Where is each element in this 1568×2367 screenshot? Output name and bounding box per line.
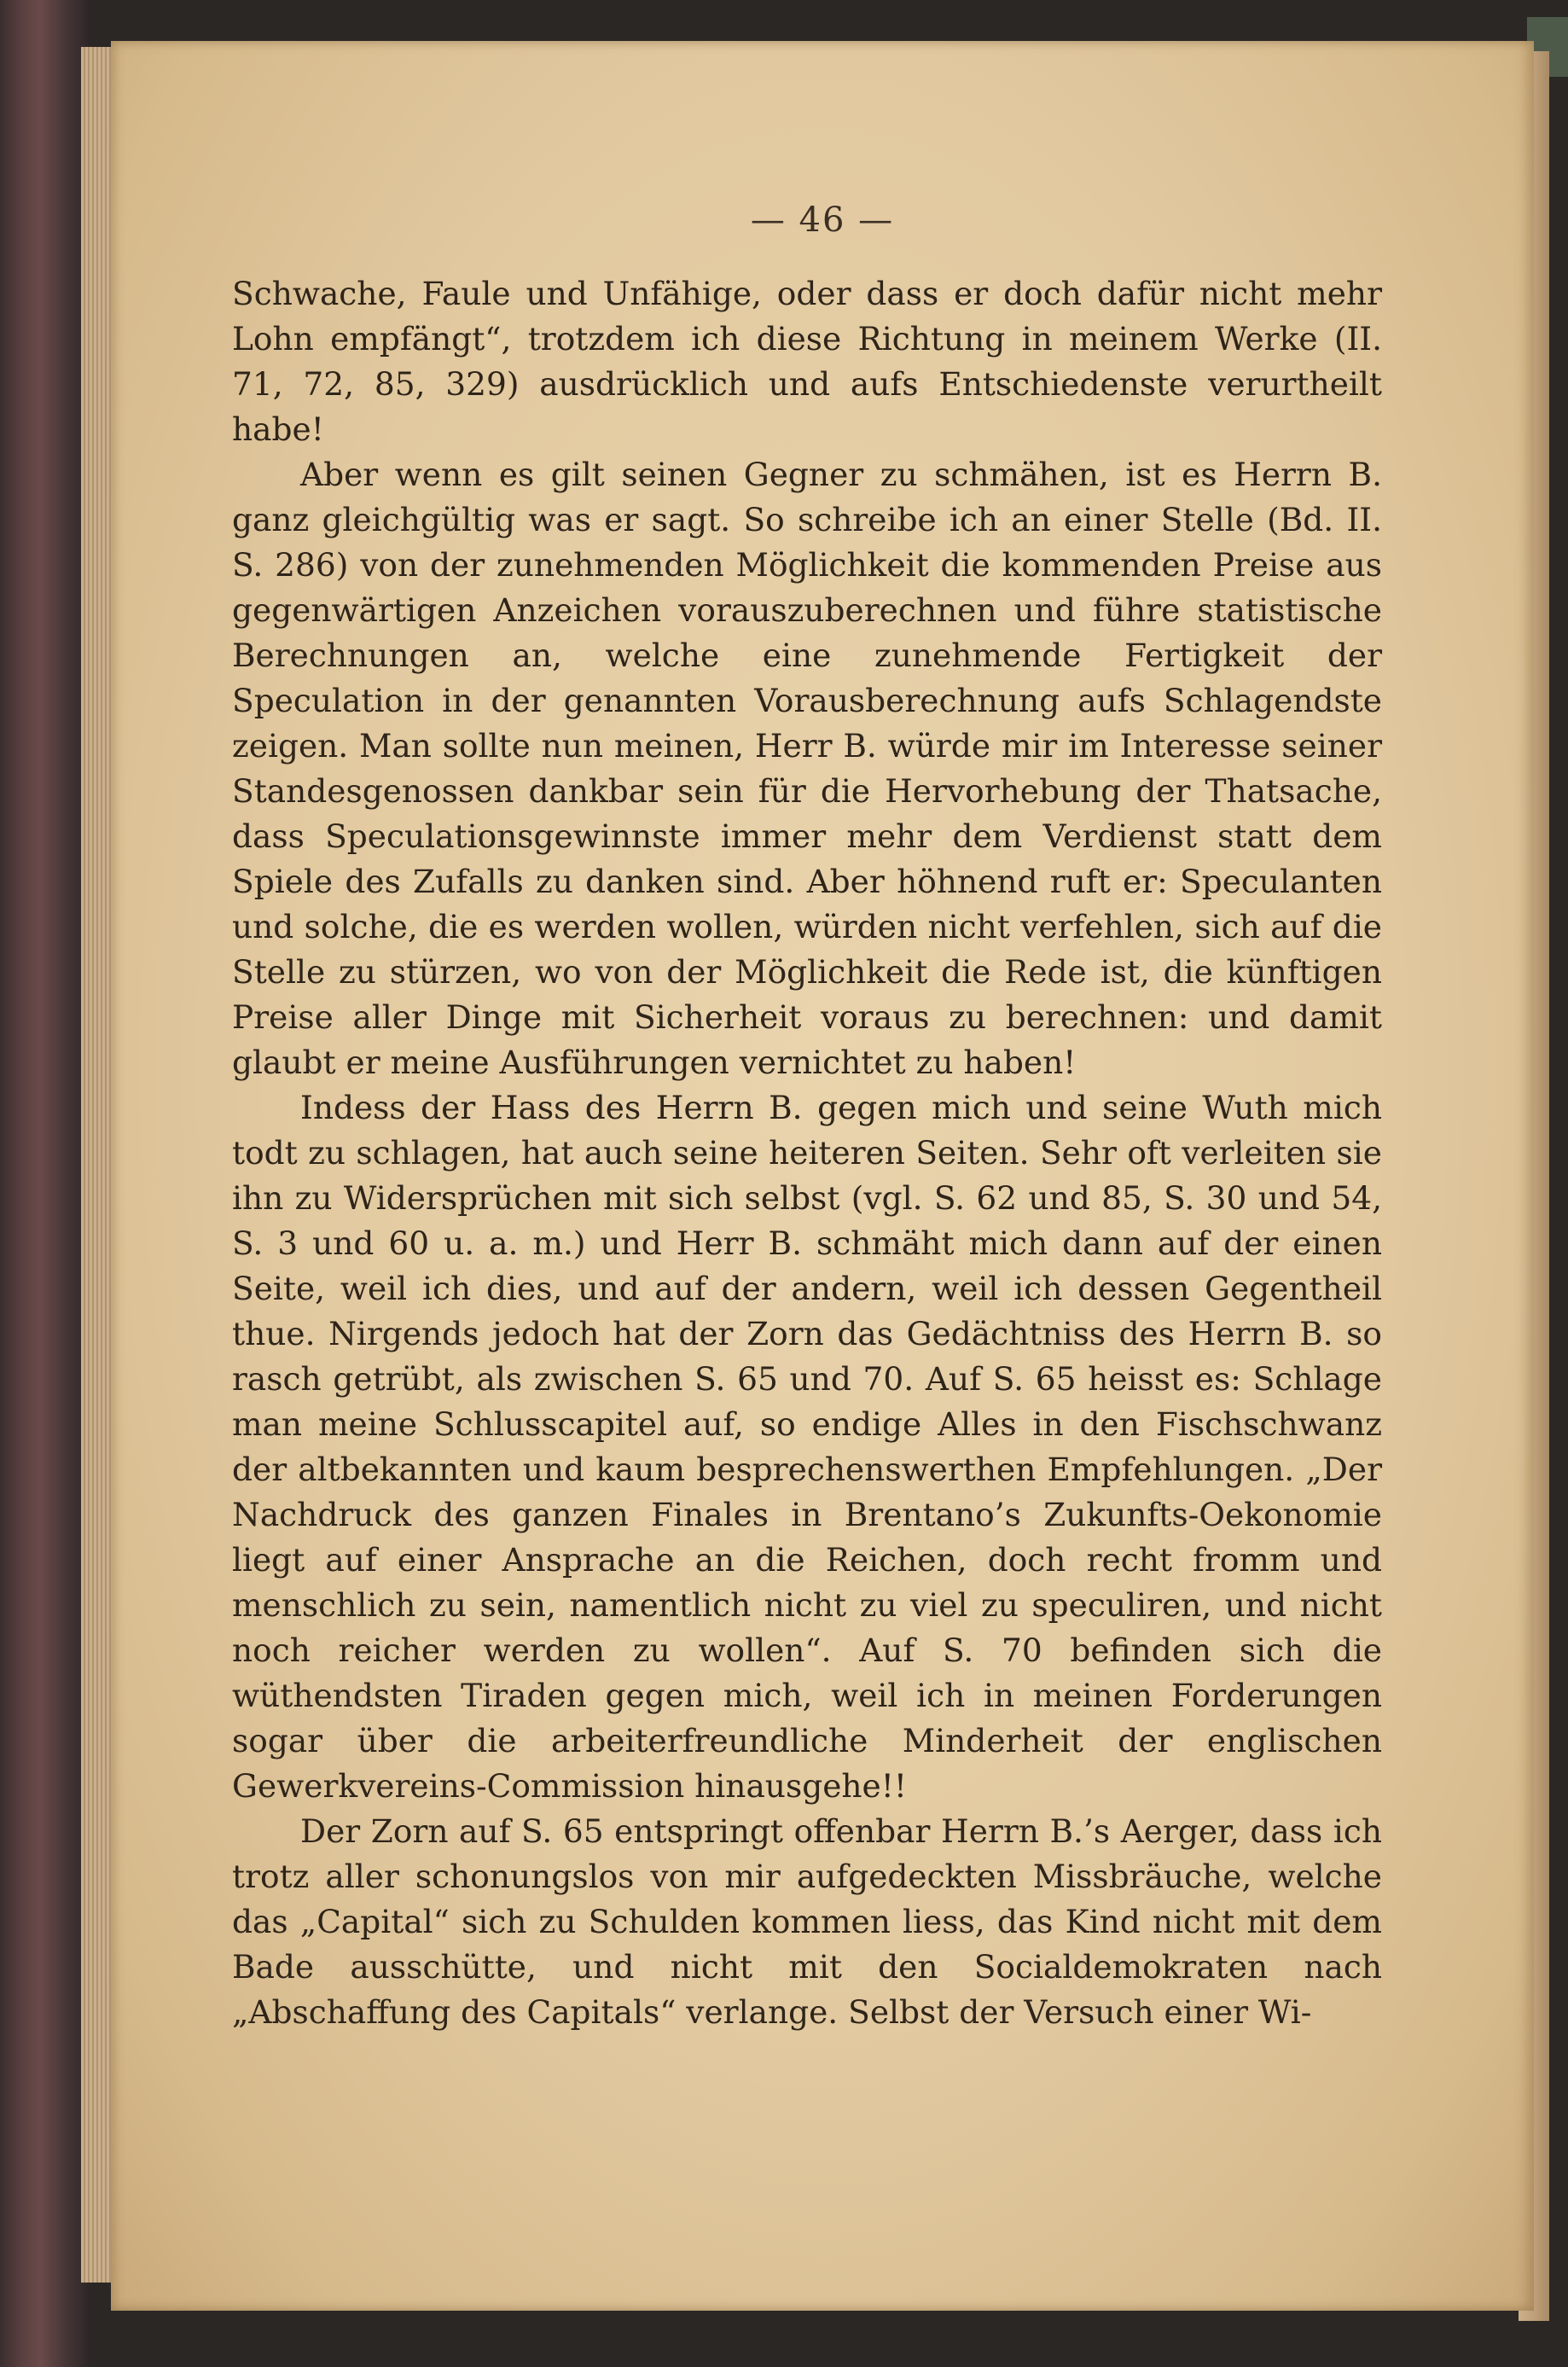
page-number: — 46 — <box>750 201 895 240</box>
paragraph-3: Indess der Hass des Herrn B. gegen mich und seine Wuth mich todt zu schlagen, hat auch seine heiteren Seiten. Sehr oft verleiten sie ihn zu Widersprüchen mit sich selbst (vgl. S. 62 und 85, S. 30 und 54, S. 3 und 60 u. a. m.) und Herr B. schmäht mich dann auf der einen Seite, weil ich dies, und auf der andern, weil ich dessen Gegentheil thue. Nirgends jedoch hat der Zorn das Gedächtniss des Herrn B. so rasch getrübt, als zwischen S. 65 und 70. Auf S. 65 heisst es: Schlage man meine Schlusscapitel auf, so endige Alles in den Fischschwanz der altbekannten und kaum besprechenswerthen Empfehlungen. „Der Nachdruck des ganzen Finales in Brentano’s Zukunfts-Oekonomie liegt auf einer Ansprache an die Reichen, doch recht fromm und menschlich zu sein, namentlich nicht zu viel zu speculiren, und nicht noch reicher werden zu wollen“. Auf S. 70 befinden sich die wüthendsten Tiraden gegen mich, weil ich in meinen Forderungen sogar über die arbeiterfreundliche Minderheit der englischen Gewerkvereins-Commission hinausgehe!! <box>232 1089 1382 1805</box>
body-text <box>232 271 1382 2035</box>
book-binding <box>0 0 90 2367</box>
paragraph-2: Aber wenn es gilt seinen Gegner zu schmähen, ist es Herrn B. ganz gleichgültig was er sagt. So schreibe ich an einer Stelle (Bd. II. S. 286) von der zunehmenden Möglichkeit die kommenden Preise aus gegenwärtigen Anzeichen vorauszuberechnen und führe statistische Berechnungen an, welche eine zunehmende Fertigkeit der Speculation in der genannten Vorausberechnung aufs Schlagendste zeigen. Man sollte nun meinen, Herr B. würde mir im Interesse seiner Standesgenossen dankbar sein für die Hervorhebung der Thatsache, dass Speculationsgewinnste immer mehr dem Verdienst statt dem Spiele des Zufalls zu danken sind. Aber höhnend ruft er: Speculanten und solche, die es werden wollen, würden nicht verfehlen, sich auf die Stelle zu stürzen, wo von der Möglichkeit die Rede ist, die künftigen Preise aller Dinge mit Sicherheit voraus zu berechnen: und damit glaubt er meine Ausführungen vernichtet zu haben! <box>232 456 1382 1081</box>
paragraph-4: Der Zorn auf S. 65 entspringt offenbar Herrn B.’s Aerger, dass ich trotz aller schonungslos von mir aufgedeckten Missbräuche, welche das „Capital“ sich zu Schulden kommen liess, das Kind nicht mit dem Bade ausschütte, und nicht mit den Socialdemokraten nach „Abschaffung des Capitals“ verlange. Selbst der Versuch einer Wi- <box>232 1812 1382 2031</box>
page-stack-edge <box>81 47 115 2283</box>
paragraph-1: Schwache, Faule und Unfähige, oder dass er doch dafür nicht mehr Lohn empfängt“, trotzdem ich diese Richtung in meinem Werke (II. 71, 72, 85, 329) ausdrücklich und aufs Entschiedenste verurtheilt habe! <box>232 275 1382 448</box>
